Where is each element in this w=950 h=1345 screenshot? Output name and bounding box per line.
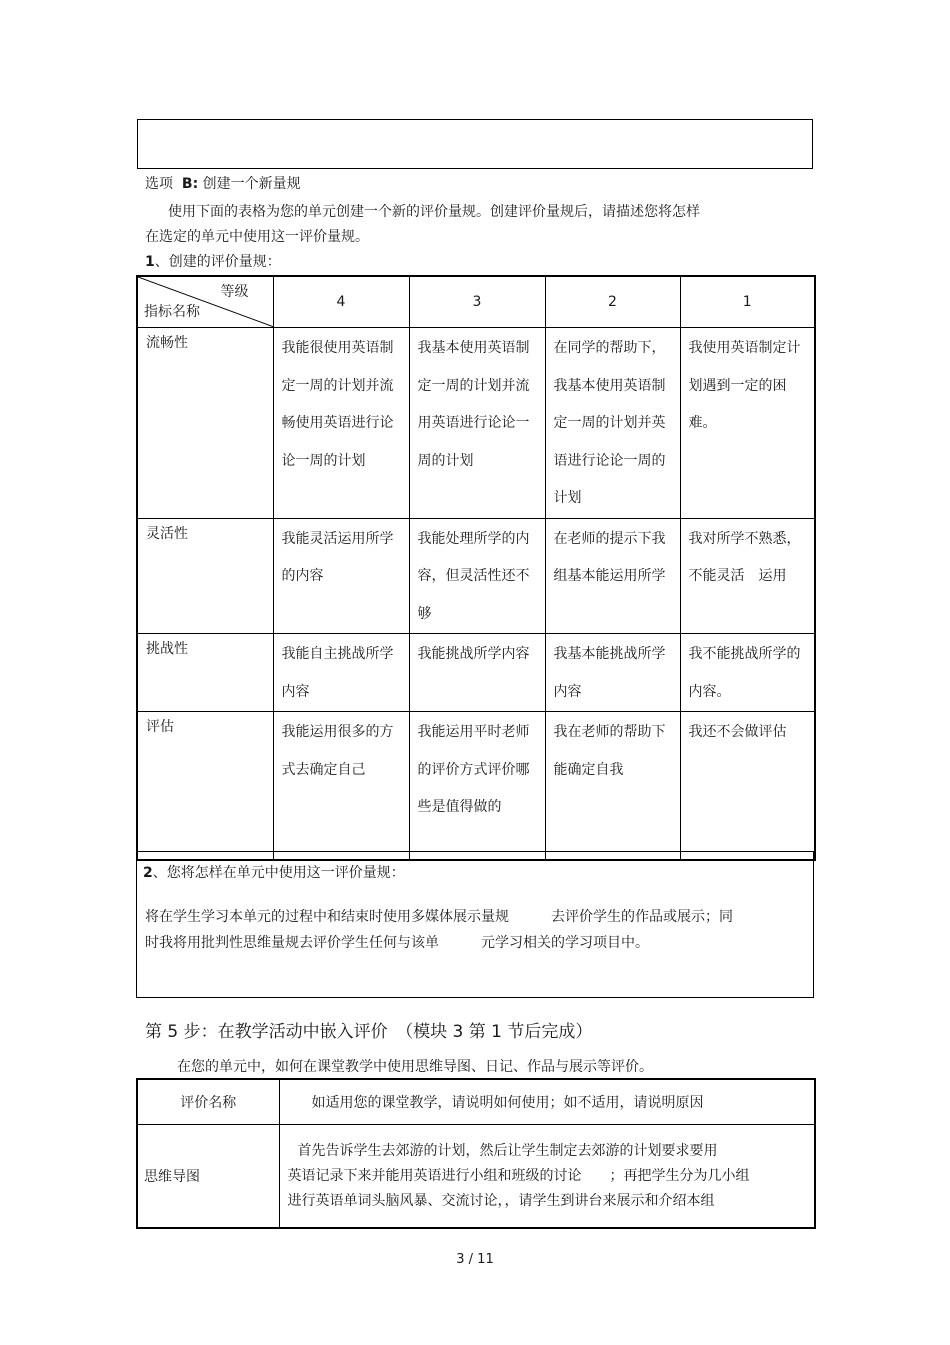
option-b-heading: 选项 B: 创建一个新量规	[145, 176, 301, 192]
section2-answer-line-1: 将在学生学习本单元的过程中和结束时使用多媒体展示量规 去评价学生的作品或展示；同	[145, 909, 733, 925]
eval-desc-line: 首先告诉学生去郊游的计划，然后让学生制定去郊游的计划要求要用	[297, 1142, 718, 1159]
rubric-row	[137, 712, 815, 860]
level-header: 3	[409, 276, 545, 328]
rubric-cell: 我能运用很多的方式去确定自己	[281, 724, 394, 778]
indicator-name: 流畅性	[137, 328, 273, 519]
evaluation-header-row	[137, 1079, 815, 1125]
header-indicator-label: 指标名称	[144, 304, 200, 320]
indicator-name: 灵活性	[137, 518, 273, 634]
eval-desc-header: 如适用您的课堂教学，请说明如何使用；如不适用，请说明原因	[279, 1079, 815, 1125]
rubric-cell: 我还不会做评估	[688, 724, 787, 740]
step5-heading: 第 5 步：在教学活动中嵌入评价 （模块 3 第 1 节后完成）	[145, 1022, 593, 1042]
rubric-cell: 我能很使用英语制定一周的计划并流畅使用英语进行论论一周的计划	[281, 340, 394, 469]
rubric-cell: 我基本使用英语制定一周的计划并流用英语进行论论一周的计划	[417, 340, 530, 469]
eval-name: 思维导图	[137, 1125, 279, 1229]
page-number: 3 / 11	[456, 1252, 494, 1267]
section2-answer-line-2: 时我将用批判性思维量规去评价学生任何与该单 元学习相关的学习项目中。	[145, 935, 649, 951]
header-grade-label: 等级	[220, 284, 249, 300]
rubric-cell: 在老师的提示下我组基本能运用所学	[553, 530, 666, 584]
intro-line-2: 在选定的单元中使用这一评价量规。	[145, 229, 369, 245]
rubric-header-row	[137, 276, 815, 328]
rubric-cell: 我使用英语制定计划遇到一定的困难。	[688, 340, 801, 431]
eval-desc-line: 英语记录下来并能用英语进行小组和班级的讨论 ；再把学生分为几小组	[287, 1167, 750, 1184]
section2-question: 2、您将怎样在单元中使用这一评价量规：	[143, 865, 405, 881]
evaluation-row	[137, 1125, 815, 1229]
rubric-row	[137, 634, 815, 712]
rubric-cell: 我能处理所学的内容，但灵活性还不够	[417, 530, 530, 622]
rubric-cell: 在同学的帮助下，我基本使用英语制定一周的计划并英语进行论论一周的计划	[553, 340, 666, 506]
diagonal-header-cell	[137, 276, 273, 328]
rubric-cell: 我对所学不熟悉，不能灵活 运用	[688, 530, 801, 584]
rubric-table	[136, 275, 816, 861]
rubric-row	[137, 518, 815, 634]
rubric-cell: 我能自主挑战所学内容	[281, 646, 394, 700]
usage-box	[136, 851, 814, 998]
intro-line-1: 使用下面的表格为您的单元创建一个新的评价量规。创建评价量规后，请描述您将怎样	[168, 204, 700, 220]
eval-description	[279, 1125, 815, 1229]
empty-answer-box	[137, 119, 813, 169]
step5-intro: 在您的单元中，如何在课堂教学中使用思维导图、日记、作品与展示等评价。	[177, 1059, 653, 1075]
rubric-row	[137, 328, 815, 519]
rubric-cell: 我能挑战所学内容	[417, 646, 530, 662]
indicator-name: 挑战性	[137, 634, 273, 712]
indicator-name: 评估	[137, 712, 273, 860]
eval-desc-line: 进行英语单词头脑风暴、交流讨论，，请学生到讲台来展示和介绍本组	[287, 1192, 715, 1209]
rubric-cell: 我在老师的帮助下能确定自我	[553, 724, 666, 778]
level-header: 4	[273, 276, 409, 328]
level-header: 2	[545, 276, 680, 328]
level-header: 1	[680, 276, 815, 328]
rubric-cell: 我能运用平时老师的评价方式评价哪些是值得做的	[417, 724, 530, 815]
rubric-cell: 我基本能挑战所学内容	[553, 646, 666, 700]
section1-heading: 1、创建的评价量规：	[145, 254, 281, 270]
rubric-cell: 我不能挑战所学的内容。	[688, 646, 801, 700]
eval-name-header: 评价名称	[137, 1079, 279, 1125]
evaluation-table	[136, 1078, 816, 1229]
rubric-cell: 我能灵活运用所学的内容	[281, 530, 394, 584]
